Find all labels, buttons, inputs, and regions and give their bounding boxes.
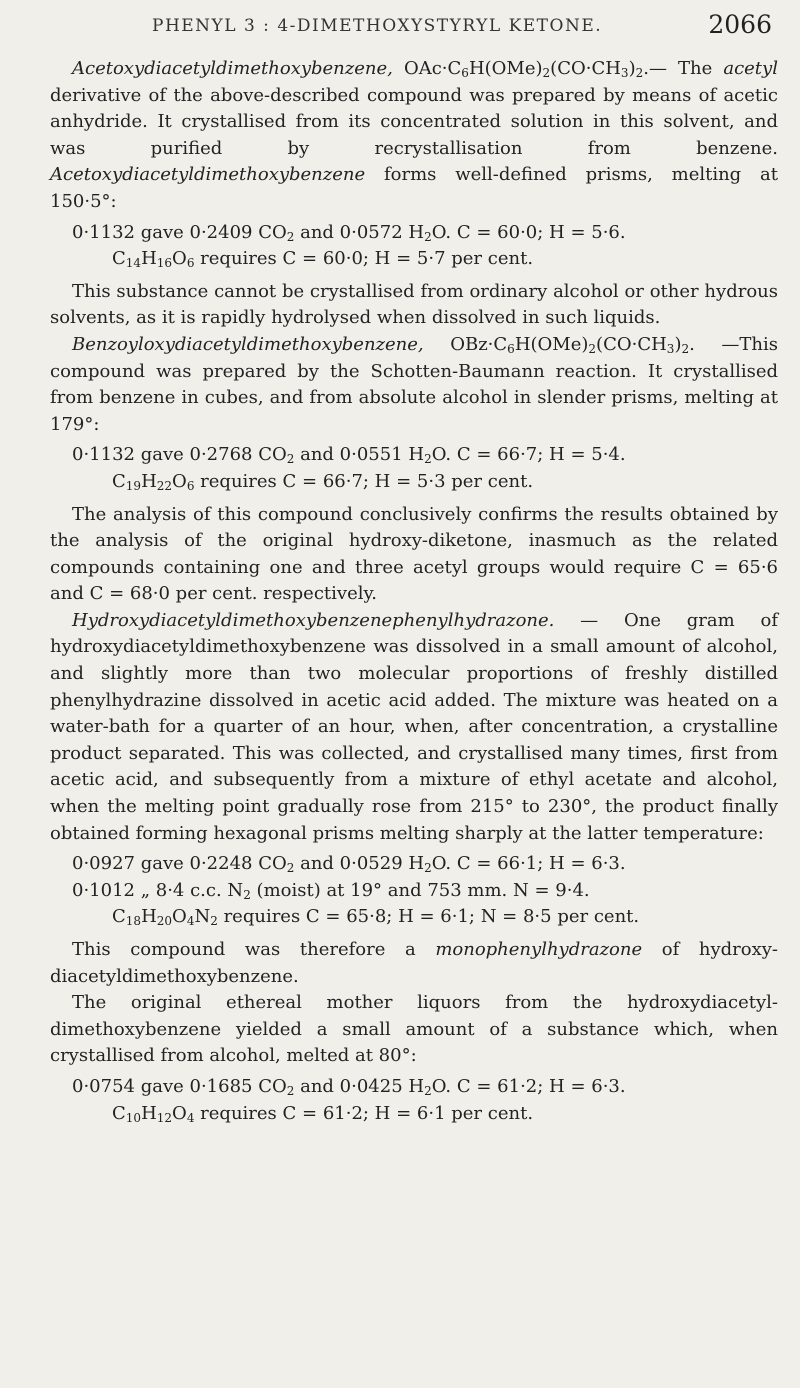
analysis-block <box>50 220 778 273</box>
running-title: PHENYL 3 : 4-DIMETHOXYSTYRYL KETONE. <box>152 16 603 36</box>
text-run: of hydroxy-diacetyldimethoxybenzene. <box>50 939 778 987</box>
analysis-line: 0·1132 gave 0·2409 $CO_2$ and 0·0572 $H_2O$. C = 60·0; H = 5·6. <box>72 221 626 244</box>
analysis-block <box>50 442 778 495</box>
analysis-line: $C_{10}H_{12}O_4$ requires C = 61·2; H = 6·1 per cent. <box>112 1102 534 1125</box>
analysis-line: $C_{14}H_{16}O_6$ requires C = 60·0; H = 5·7 per cent. <box>112 248 534 271</box>
running-header <box>0 6 800 46</box>
text-run: —This compound was prepared by the Schotten-Baumann reaction. It crystallised from benzene in cubes, and from absolute alcohol in slender prisms, melting at 179°: <box>50 333 778 435</box>
analysis-block <box>50 1074 778 1127</box>
analysis-line: 0·1132 gave 0·2768 $CO_2$ and 0·0551 $H_2O$. C = 66·7; H = 5·4. <box>72 444 626 467</box>
compound-name: Acetoxydiacetyldimethoxybenzene, <box>72 58 393 79</box>
analysis-line: 0·0754 gave 0·1685 $CO_2$ and 0·0425 $H_2O$. C = 61·2; H = 6·3. <box>72 1075 626 1098</box>
text-run: — One gram of hydroxydiacetyldimethoxybenzene was dissolved in a small amount of alcohol, and slightly more than two molecular proportions of freshly distilled phenylhydrazine dissolved in acetic acid added. The mixture was heated on a water-bath for a quarter of an hour, when, after concentration, a crystalline product separated. This was collected, and crystallised many times, first from acetic acid, and subsequently from a mixture of ethyl acetate and alcohol, when the melting point gradually rose from 215° to 230°, the product finally obtained forming hexagonal prisms melting sharply at the latter temperature: <box>50 609 778 844</box>
compound-name: Benzoyloxydiacetyldimethoxybenzene, <box>72 333 424 355</box>
paragraph-benzoyloxy <box>50 332 778 438</box>
text-run: derivative of the above-described compound was prepared by means of acetic anhydride. It crystallised from its concentrated solution in this solvent, and was purified by recrystallisation from benzene. <box>50 84 778 159</box>
text-run: The <box>678 58 724 79</box>
analysis-line: $C_{19}H_{22}O_6$ requires C = 66·7; H = 5·3 per cent. <box>112 470 534 493</box>
analysis-line: 0·0927 gave 0·2248 $CO_2$ and 0·0529 $H_2O$. C = 66·1; H = 6·3. <box>72 853 626 876</box>
analysis-block <box>50 851 778 931</box>
analysis-line: $C_{18}H_{20}O_4N_2$ requires C = 65·8; H = 6·1; N = 8·5 per cent. <box>112 906 640 929</box>
paragraph: This substance cannot be crystallised from ordinary alcohol or other hydrous solvents, as it is rapidly hydrolysed when dissolved in such liquids. <box>50 280 778 329</box>
paragraph-phenylhydrazone <box>50 608 778 847</box>
body-text <box>50 56 778 1127</box>
paragraph: The analysis of this compound conclusively confirms the results obtained by the analysis of the original hydroxy-diketone, inasmuch as the related compounds containing one and three acetyl groups would require C = 65·6 and C = 68·0 per cent. respectively. <box>50 503 778 605</box>
text-run: This compound was therefore a <box>72 939 436 960</box>
compound-formula: $OAc\cdot C_6H(OMe)_2(CO\cdot CH_3)_2.—$ <box>403 58 667 80</box>
paragraph <box>50 937 778 990</box>
page-number: 2066 <box>708 10 772 39</box>
text-run: forms well-defined prisms, melting at 150·5°: <box>50 164 778 212</box>
text-run-italic: monophenylhydrazone <box>435 939 643 960</box>
text-run-italic: Acetoxydiacetyldimethoxybenzene <box>50 164 366 186</box>
paragraph: The original ethereal mother liquors from the hydroxydiacetyl-dimethoxybenzene yielded a small amount of a substance which, when crystallised from alcohol, melted at 80°: <box>50 992 778 1067</box>
compound-formula: $OBz\cdot C_6H(OMe)_2(CO\cdot CH_3)_2$. <box>450 333 695 356</box>
analysis-line: 0·1012 „ 8·4 c.c. $N_2$ (moist) at 19° and 753 mm. N = 9·4. <box>72 879 590 902</box>
text-run-italic: acetyl <box>723 58 778 79</box>
paragraph-acetoxy <box>50 56 778 216</box>
compound-name: Hydroxydiacetyldimethoxybenzenephenylhydrazone. <box>72 609 555 631</box>
